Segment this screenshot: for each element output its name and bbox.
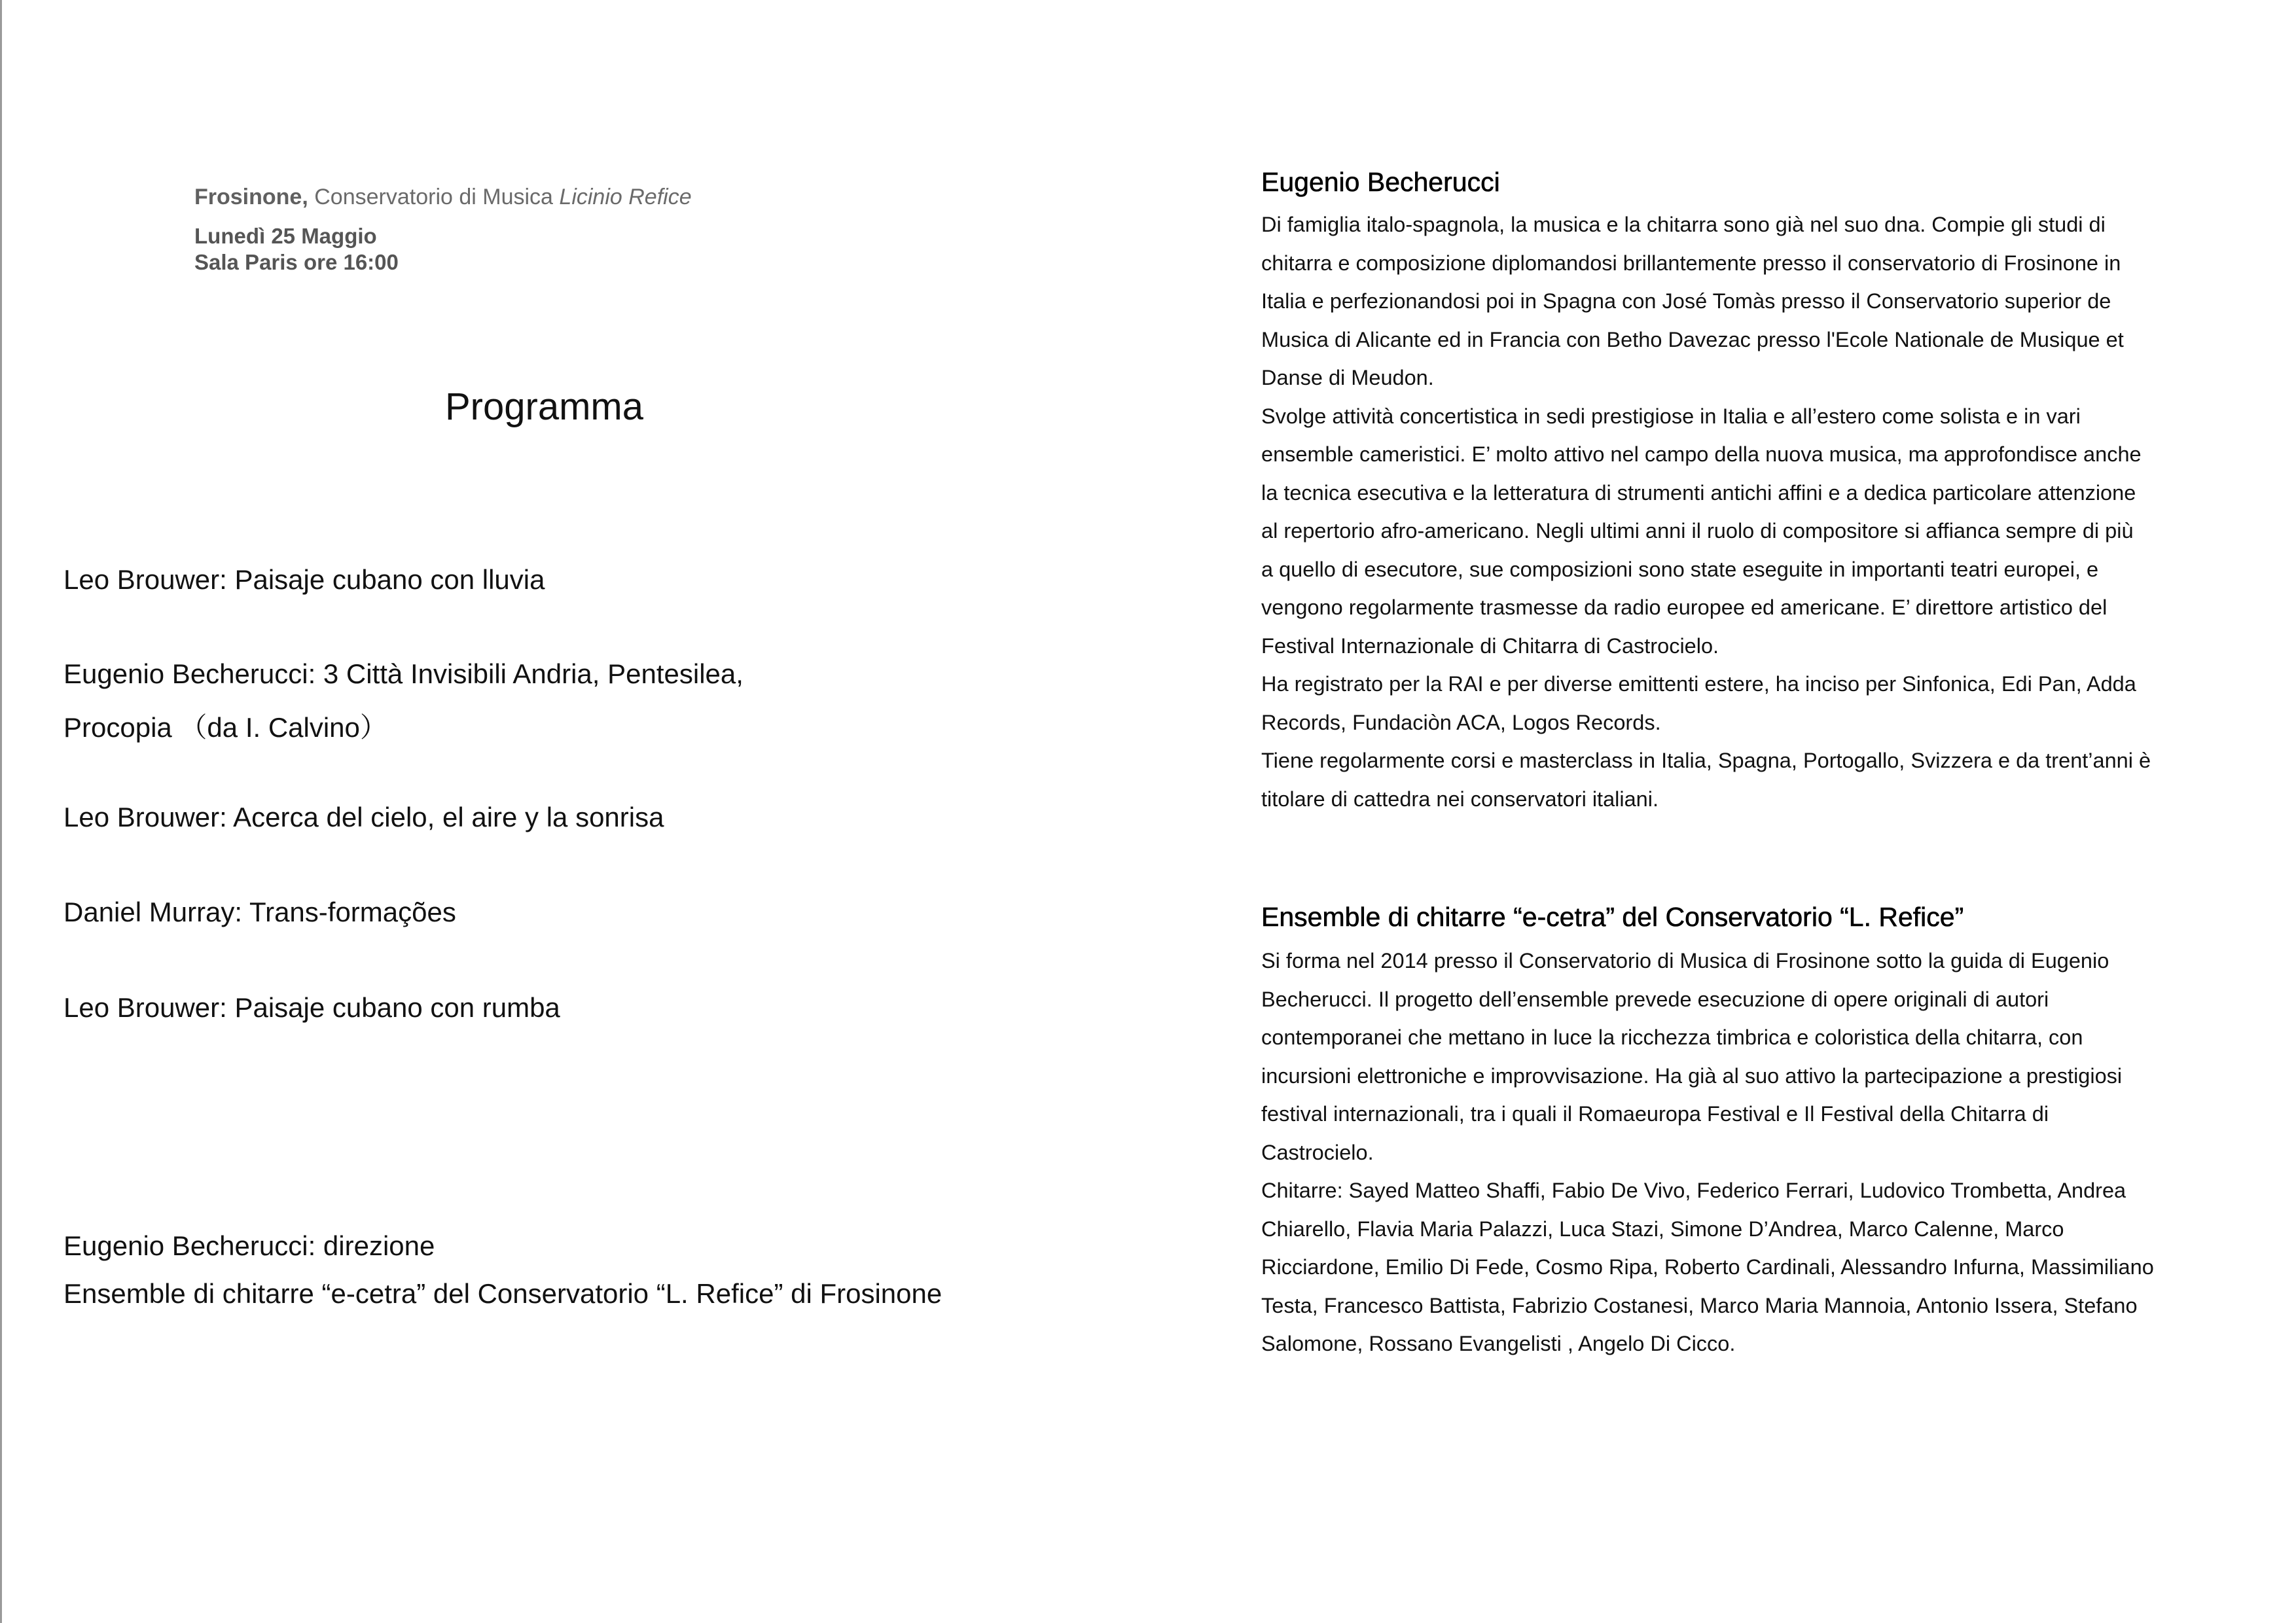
ensemble-line: festival internazionali, tra i quali il Romaeuropa Festival e Il Festival della Chitarra di bbox=[1261, 1102, 2049, 1126]
ensemble-text bbox=[1261, 942, 2210, 1363]
credit-conductor: Eugenio Becherucci: direzione bbox=[63, 1230, 435, 1261]
programma-title: Programma bbox=[445, 385, 643, 428]
bio-line: vengono regolarmente trasmesse da radio europee ed americane. E’ direttore artistico del bbox=[1261, 596, 2108, 619]
bio-title: Eugenio Becherucci bbox=[1261, 167, 1500, 197]
concert-room-time: Sala Paris ore 16:00 bbox=[194, 250, 399, 274]
concert-date: Lunedì 25 Maggio bbox=[194, 224, 377, 248]
venue-line bbox=[194, 185, 692, 210]
ensemble-title: Ensemble di chitarre “e-cetra” del Conservatorio “L. Refice” bbox=[1261, 902, 1964, 932]
ensemble-line: Si forma nel 2014 presso il Conservatorio di Musica di Frosinone sotto la guida di Eugenio bbox=[1261, 949, 2109, 972]
ensemble-line: incursioni elettroniche e improvvisazione. Ha già al suo attivo la partecipazione a prestigiosi bbox=[1261, 1063, 2123, 1088]
ensemble-line: Ricciardone, Emilio Di Fede, Cosmo Ripa, Roberto Cardinali, Alessandro Infurna, Massimiliano bbox=[1261, 1255, 2154, 1279]
bio-line: ensemble cameristici. E’ molto attivo nel campo della nuova musica, ma approfondisce anche bbox=[1261, 442, 2142, 466]
bio-line: la tecnica esecutiva e la letteratura di strumenti antichi affini e a dedica particolare attenzione bbox=[1261, 480, 2136, 505]
bio-line: Festival Internazionale di Chitarra di Castrocielo. bbox=[1261, 633, 1719, 658]
bio-line: Ha registrato per la RAI e per diverse emittenti estere, ha inciso per Sinfonica, Edi Pan, Adda bbox=[1261, 672, 2136, 696]
page-left-edge-rule bbox=[0, 0, 2, 1623]
bio-line: Di famiglia italo-spagnola, la musica e la chitarra sono già nel suo dna. Compie gli studi di bbox=[1261, 213, 2106, 236]
program-item: Eugenio Becherucci: 3 Città Invisibili Andria, Pentesilea, bbox=[63, 658, 744, 689]
ensemble-line: Becherucci. Il progetto dell’ensemble prevede esecuzione di opere originali di autori bbox=[1261, 987, 2049, 1011]
bio-line: Danse di Meudon. bbox=[1261, 366, 1434, 389]
program-item: Leo Brouwer: Acerca del cielo, el aire y la sonrisa bbox=[63, 802, 664, 832]
ensemble-line: Chitarre: Sayed Matteo Shaffi, Fabio De Vivo, Federico Ferrari, Ludovico Trombetta, Andrea bbox=[1261, 1179, 2126, 1202]
program-item: Procopia （da I. Calvino） bbox=[63, 712, 387, 743]
program-item: Leo Brouwer: Paisaje cubano con lluvia bbox=[63, 564, 545, 595]
bio-line: chitarra e composizione diplomandosi brillantemente presso il conservatorio di Frosinone in bbox=[1261, 251, 2121, 275]
bio-line: Svolge attività concertistica in sedi prestigiose in Italia e all’estero come solista e in vari bbox=[1261, 404, 2081, 428]
bio-line: Italia e perfezionandosi poi in Spagna con José Tomàs presso il Conservatorio superior de bbox=[1261, 289, 2111, 313]
bio-line: Musica di Alicante ed in Francia con Betho Davezac presso l'Ecole Nationale de Musique et bbox=[1261, 327, 2124, 351]
venue-city: Frosinone, bbox=[194, 185, 308, 209]
bio-text bbox=[1261, 205, 2210, 818]
bio-line: Tiene regolarmente corsi e masterclass in Italia, Spagna, Portogallo, Svizzera e da trent’anni è bbox=[1261, 749, 2151, 772]
bio-line: titolare di cattedra nei conservatori italiani. bbox=[1261, 787, 1659, 811]
program-item: Daniel Murray: Trans-formações bbox=[63, 897, 456, 927]
bio-line: Records, Fundaciòn ACA, Logos Records. bbox=[1261, 710, 1661, 734]
credit-ensemble: Ensemble di chitarre “e-cetra” del Conservatorio “L. Refice” di Frosinone bbox=[63, 1278, 942, 1309]
ensemble-line: Testa, Francesco Battista, Fabrizio Costanesi, Marco Maria Mannoia, Antonio Issera, Stefano bbox=[1261, 1293, 2138, 1317]
venue-place: Conservatorio di Musica bbox=[314, 185, 553, 209]
ensemble-line: Castrocielo. bbox=[1261, 1140, 1374, 1164]
bio-line: al repertorio afro-americano. Negli ultimi anni il ruolo di compositore si affianca sempre di più bbox=[1261, 519, 2134, 543]
program-item: Leo Brouwer: Paisaje cubano con rumba bbox=[63, 992, 560, 1023]
ensemble-line: Chiarello, Flavia Maria Palazzi, Luca Stazi, Simone D’Andrea, Marco Calenne, Marco bbox=[1261, 1217, 2064, 1241]
ensemble-line: Salomone, Rossano Evangelisti , Angelo Di Cicco. bbox=[1261, 1332, 1736, 1355]
venue-name: Licinio Refice bbox=[559, 185, 692, 209]
bio-line: a quello di esecutore, sue composizioni sono state eseguite in importanti teatri europei, e bbox=[1261, 557, 2099, 581]
ensemble-line: contemporanei che mettano in luce la ricchezza timbrica e coloristica della chitarra, con bbox=[1261, 1026, 2083, 1049]
